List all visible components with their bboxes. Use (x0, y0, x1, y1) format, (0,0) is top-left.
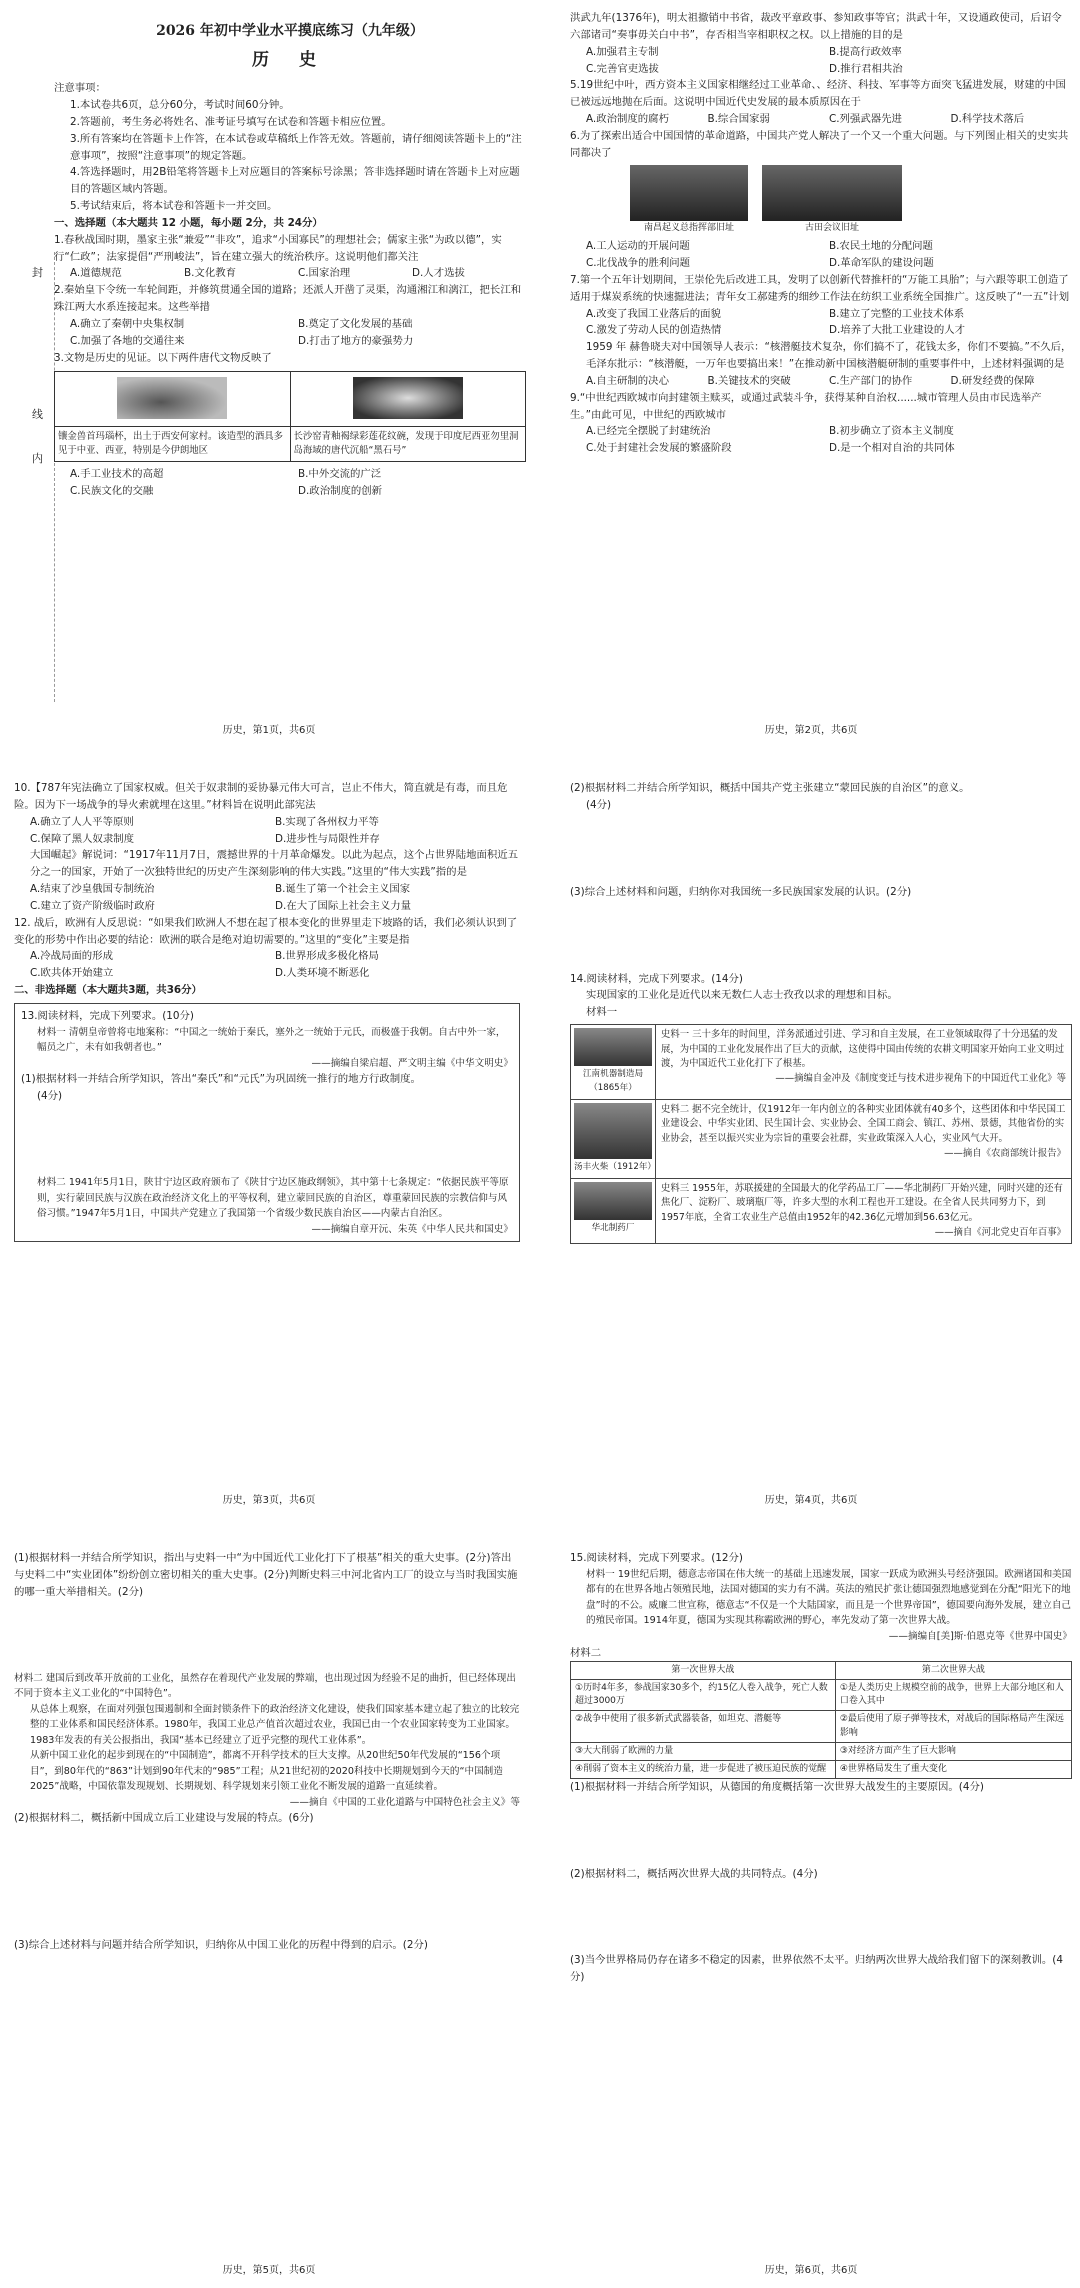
page-footer: 历史，第4页，共6页 (764, 1494, 858, 1506)
option: A.结束了沙皇俄国专制统治 (30, 883, 155, 896)
option: D.打击了地方的豪强势力 (298, 334, 414, 347)
material-2: 材料二 1941年5月1日，陕甘宁边区政府颁布了《陕甘宁边区施政纲领》，其中第十七条规定：“依据民族平等原则，实行蒙回民族与汉族在政治经济文化上的平等权利，建立蒙回民族的自治区，尊重蒙回民族的宗教信仰与风俗习惯。”1947年5月1日，中国共产党建立了我国第一个省级少数民族自治区——内蒙古自治区。 (37, 1177, 509, 1220)
material-text (656, 1100, 1071, 1178)
option: B.奠定了文化发展的基础 (298, 318, 413, 331)
pharma-factory-photo (574, 1182, 652, 1220)
exam-page-3 (4, 772, 534, 1517)
source-1: 史料一 三十多年的时间里，洋务派通过引进、学习和自主发展，在工业领域取得了十分迅猛的发展，为中国的工业化发展作出了巨大的贡献，这使得中国由传统的农耕文明国家开始向工业文明过渡，为中国近代工业化打下了根基。 (661, 1029, 1065, 1070)
material-image (571, 1025, 656, 1099)
question-1: 1.春秋战国时期，墨家主张“兼爱”“非攻”，追求“小国寡民”的理想社会；儒家主张“为政以德”，实行“仁政”；法家提倡“严刑峻法”，旨在建立强大的统治秩序。这说明他们都关注 (54, 233, 502, 263)
exam-page-4 (546, 772, 1076, 1517)
question-15-2: (2)根据材料二，概括两次世界大战的共同特点。(4分) (570, 1867, 818, 1880)
option: B.世界形成多极化格局 (275, 950, 379, 963)
option: A.已经完全摆脱了封建统治 (586, 425, 711, 438)
page-footer: 历史，第1页，共6页 (222, 724, 316, 736)
options-q1 (54, 265, 526, 282)
option: A.加强君主专制 (586, 45, 659, 58)
table-header: 第一次世界大战 (571, 1662, 836, 1680)
option: C.处于封建社会发展的繁盛阶段 (586, 442, 732, 455)
table-header: 第二次世界大战 (835, 1662, 1071, 1680)
material-text (656, 1025, 1071, 1099)
exam-page-1 (4, 2, 534, 747)
side-mark-seal: 封 (32, 266, 43, 279)
option: C.列强武器先进 (829, 113, 902, 126)
question-14: 14.阅读材料，完成下列要求。(14分) (570, 972, 743, 985)
option: C.民族文化的交融 (70, 484, 154, 497)
material-2-para: 从总体上观察，在面对列强包围遏制和全面封锁条件下的政治经济文化建设，使我们国家基本建立起了独立的比较完整的工业体系和国民经济体系。1980年，我国工业总产值首次超过农业，我国已由一个农业国家转变为工业国家。1983年发表的有关公报指出，我国“基本已经建立了近乎完整的现代工业体系”。 (30, 1703, 520, 1746)
question-13: 13.阅读材料，完成下列要求。(10分) (21, 1009, 194, 1022)
material-1-label: 材料一 (586, 1006, 618, 1019)
table-cell: ②最后使用了原子弹等技术，对战后的国际格局产生深远影响 (835, 1711, 1071, 1742)
source-2: 史料二 据不完全统计，仅1912年一年内创立的各种实业团体就有40多个，这些团体和中华民国工业建设会、中华实业团、民生国计会、实业协会、全国工商会、镇江、苏州、景德，其他省份的实业协会，甚至以振兴实业为宗旨的重要会社群，实业政策深入人心，实业风气大开。 (661, 1103, 1066, 1145)
options-q5 (570, 111, 1072, 128)
page-footer: 历史，第5页，共6页 (222, 2264, 316, 2276)
options-q11 (14, 881, 520, 915)
source-ref: ——摘自《农商部统计报告》 (944, 1147, 1066, 1159)
table-row (571, 1742, 1072, 1760)
option: A.冷战局面的形成 (30, 950, 113, 963)
notice-title: 注意事项： (54, 82, 106, 95)
material-source: ——摘编自[美]斯·伯恩克等《世界中国史》 (888, 1630, 1072, 1642)
exam-subject: 历 史 (252, 49, 328, 70)
material-row (571, 1025, 1071, 1100)
war-comparison-table (570, 1661, 1072, 1778)
material-2-para: 从新中国工业化的起步到现在的“中国制造”，都离不开科学技术的巨大支撑。从20世纪50年代发展的“156个项目”，到80年代的“863”计划到90年代末的“985”工程；从21世纪初的2020科技中长期规划到今天的“中国制造2025”战略，中国依靠发现规划、长期规划、科学规划来引领工业化不断发展的道路一直延续着。 (30, 1750, 503, 1793)
question-3: 3.文物是历史的见证。以下两件唐代文物反映了 (54, 351, 272, 364)
side-mark-line: 线 (32, 408, 43, 421)
material-1: 材料一 清朝皇帝曾将屯地案称：“中国之一统始于秦氏，塞外之一统始于元氏，而极盛于我朝。自古中外一家，幅员之广，未有如我朝者也。” (37, 1026, 506, 1054)
image-caption: 汤丰火柴（1912年） (574, 1161, 657, 1172)
question-13-2: (2)根据材料二并结合所学知识，概括中国共产党主张建立“蒙回民族的自治区”的意义。 (570, 782, 970, 794)
exam-page-2 (546, 2, 1076, 747)
notice-item: 1.本试卷共6页，总分60分，考试时间60分钟。 (70, 99, 290, 112)
option: C.激发了劳动人民的创造热情 (586, 324, 722, 337)
option: B.建立了完整的工业技术体系 (829, 307, 965, 320)
option: B.文化教育 (184, 267, 236, 280)
question-14-1: (1)根据材料一并结合所学知识，指出与史料一中“为中国近代工业化打下了根基”相关的重大史事。(2分)答出与史料二中“实业团体”纷纷创立密切相关的重大史事。(2分)判断史料三中河北省内工厂的设立与当时我国实施的哪一重大举措相关。(2分) (14, 1552, 518, 1598)
photo-caption: 古田会议旧址 (804, 222, 859, 233)
material-source: ——摘编自梁启超、严文明主编《中华文明史》 (311, 1057, 513, 1069)
match-factory-photo (574, 1103, 652, 1159)
option: D.进步性与局限性并存 (275, 832, 380, 845)
image-caption: 江南机器制造局（1865年） (582, 1069, 644, 1093)
exam-title: 2026 年初中学业水平摸底练习（九年级） (156, 23, 424, 39)
material-2-para: 建国后到改革开放前的工业化，虽然存在着现代产业发展的弊端，也出现过因为经验不足的曲折，但已经体现出不同于资本主义工业化的“中国特色”。 (14, 1672, 516, 1700)
table-cell: ③对经济方面产生了巨大影响 (835, 1742, 1071, 1760)
option: C.保障了黑人奴隶制度 (30, 832, 135, 845)
options-q8 (570, 373, 1072, 390)
artifact-caption-2: 长沙窑青釉褐绿彩莲花纹碗，发现于印度尼西亚勿里洞岛海域的唐代沉船“黑石号” (290, 426, 526, 461)
option: B.提高行政效率 (829, 45, 902, 58)
agate-cup-image (117, 377, 227, 419)
question-9: 9.“中世纪西欧城市向封建领主赎买，或通过武装斗争，获得某种自治权......城市管理人员由市民选举产生。”由此可见，中世纪的西欧城市 (570, 391, 1042, 421)
side-mark-inner: 内 (32, 452, 43, 465)
option: B.中外交流的广泛 (298, 467, 382, 480)
material-1: 材料一 19世纪后期，德意志帝国在伟大统一的基础上迅速发展，国家一跃成为欧洲头号经济强国。欧洲诸国和美国都有的在世界各地占领殖民地，法国对德国的实力有不满。英法的殖民扩张让德国强烈地感觉到在分配“阳光下的地盘”时的不公。威廉二世宣称，德意志“不仅是一个大陆国家，而且是一个世界帝国”，德国要向海外发展，建立自己的殖民帝国。1914年夏，德国为实现其称霸欧洲的野心，率先发动了第一次世界大战。 (586, 1568, 1072, 1627)
option: B.关键技术的突破 (707, 374, 791, 387)
option: B.诞生了第一个社会主义国家 (275, 883, 411, 896)
table-cell: ②战争中使用了很多新式武器装备，如坦克、潜艇等 (571, 1711, 836, 1742)
table-cell: ③大大削弱了欧洲的力量 (571, 1742, 836, 1760)
material-source: ——摘编自章开沅、朱英《中华人民共和国史》 (311, 1223, 513, 1235)
option: D.推行君相共治 (829, 62, 903, 75)
gutian-photo (762, 165, 902, 221)
table-row (571, 1711, 1072, 1742)
question-10: 10.【787年宪法确立了国家权威。但关于奴隶制的妥协暴元伟大可言，岂止不伟大，简直就是有毒，而且危险。因为下一场战争的导火索就埋在这里。”材料旨在说明此部宪法 (14, 782, 508, 811)
porcelain-bowl-image (353, 377, 463, 419)
table-cell: ①是人类历史上规模空前的战争，世界上大部分地区和人口卷入其中 (835, 1680, 1071, 1711)
option: A.确立了人人平等原则 (30, 815, 134, 828)
option: D.革命军队的建设问题 (829, 257, 934, 270)
options-q10 (14, 814, 520, 848)
options-q3 (54, 466, 526, 500)
question-15-3: (3)当今世界格局仍存在诸多不稳定的因素，世界依然不太平。归纳两次世界大战给我们留下的深刻教训。(4分) (570, 1954, 1063, 1984)
source-ref: ——摘自《河北党史百年百事》 (934, 1226, 1066, 1238)
material-text (656, 1179, 1071, 1243)
option: A.手工业技术的高超 (70, 467, 164, 480)
question-6: 6.为了探索出适合中国国情的革命道路，中国共产党人解决了一个又一个重大问题。与下列图止相关的史实共同都决了 (570, 129, 1069, 159)
question-15-1: (1)根据材料一并结合所学知识，从德国的角度概括第一次世界大战发生的主要原因。(4分) (570, 1780, 984, 1793)
exam-page-6 (546, 1542, 1076, 2287)
option: C.完善官吏选拔 (586, 62, 659, 75)
question-2: 2.秦始皇下令统一车轮间距，并修筑贯通全国的道路；还派人开凿了灵渠，沟通湘江和漓江，把长江和珠江两大水系连接起来。这些举措 (54, 284, 522, 314)
material-2-label: 材料二 (14, 1672, 43, 1684)
option: D.人类环境不断恶化 (275, 967, 370, 980)
artifact-table (54, 371, 526, 462)
material-2-label: 材料二 (570, 1646, 602, 1659)
options-q2 (54, 316, 526, 350)
photo-gutian (762, 165, 902, 236)
option: C.生产部门的协作 (829, 374, 913, 387)
option: A.确立了秦朝中央集权制 (70, 318, 185, 331)
options-q6 (570, 238, 1072, 272)
photo-row (570, 165, 1072, 236)
material-source: ——摘自《中国的工业化道路与中国特色社会主义》等 (289, 1796, 520, 1808)
question-11: 大国崛起》解说词：“1917年11月7日，震撼世界的十月革命爆发。以此为起点，这个占世界陆地面积近五分之一的国家，开始了一次独特世纪的历史产生深刻影响的伟大实践。”这里的“伟大实践”指的是 (30, 849, 519, 879)
score: (4分) (37, 1090, 63, 1103)
option: D.培养了大批工业建设的人才 (829, 324, 965, 337)
option: D.人才选拔 (412, 267, 465, 280)
question-14-3: (3)综合上述材料与问题并结合所学知识，归纳你从中国工业化的历程中得到的启示。(2分) (14, 1939, 428, 1952)
options-q4 (570, 44, 1072, 78)
table-cell: ④世界格局发生了重大变化 (835, 1760, 1071, 1778)
page-footer: 历史，第2页，共6页 (764, 724, 858, 736)
question-13-3: (3)综合上述材料和问题，归纳你对我国统一多民族国家发展的认识。(2分) (570, 885, 912, 898)
source-3: 史料三 1955年，苏联援建的全国最大的化学药品工厂——华北制药厂开始兴建，同时兴建的还有焦化厂、淀粉厂、玻璃瓶厂等，许多大型的水利工程也开工建设。在全省人民共同努力下，到1957年底，全省工农业生产总值由1952年的42.36亿元增加到56.63亿元。 (661, 1182, 1063, 1223)
option: D.科学技术落后 (950, 113, 1025, 126)
option: B.实现了各州权力平等 (275, 815, 379, 828)
option: A.自主研制的决心 (586, 374, 669, 387)
question-13-box (14, 1003, 520, 1242)
option: A.政治制度的腐朽 (586, 113, 669, 126)
material-image (571, 1179, 656, 1243)
option: C.加强了各地的交通往来 (70, 334, 185, 347)
question-4: 洪武九年(1376年)，明太祖撤销中书省，裁改平章政事、参知政事等官；洪武十年，又设通政使司，后诏令六部诸司“奏事毋关白中书”，存否相当宰相职权之权。以上措施的目的是 (570, 12, 1062, 41)
option: A.工人运动的开展问题 (586, 240, 690, 253)
section-heading: 一、选择题（本大题共 12 小题，每小题 2分，共 24分） (54, 216, 323, 229)
notice-item: 4.答选择题时，用2B铅笔将答题卡上对应题目的答案标号涂黑；答非选择题时请在答题卡上对应题目的答题区域内答题。 (70, 166, 520, 196)
option: B.农民土地的分配问题 (829, 240, 933, 253)
option: D.在大了国际上社会主义力量 (275, 899, 411, 912)
notice-item: 2.答题前，考生务必将姓名、准考证号填写在试卷和答题卡相应位置。 (70, 115, 392, 128)
photo-caption: 南昌起义总指挥部旧址 (643, 222, 734, 233)
option: C.建立了资产阶级临时政府 (30, 899, 155, 912)
material-image (571, 1100, 656, 1178)
material-2 (14, 1671, 520, 1702)
option: C.北伐战争的胜利问题 (586, 257, 691, 270)
material-row (571, 1179, 1071, 1243)
question-8: 1959 年 赫鲁晓夫对中国领导人表示：“核潜艇技术复杂，你们搞不了，花钱太多，你们不要搞。”不久后，毛泽东批示：“核潜艇，一万年也要搞出来！”在推动新中国核潜艇研制的重要事件中，上述材料强调的是 (586, 341, 1072, 371)
table-cell: ④削弱了资本主义的统治力量，进一步促进了被压迫民族的觉醒 (571, 1760, 836, 1778)
option: B.综合国家弱 (707, 113, 770, 126)
page-footer: 历史，第3页，共6页 (222, 1494, 316, 1506)
nanchang-photo (630, 165, 748, 221)
question-12: 12. 战后，欧洲有人反思说：“如果我们欧洲人不想在起了根本变化的世界里走下坡路的话，我们必须认识到了变化的形势中作出必要的结论：欧洲的联合是绝对迫切需要的。”这里的“变化”主要是指 (14, 916, 518, 946)
page-footer: 历史，第6页，共6页 (764, 2264, 858, 2276)
table-row (571, 1680, 1072, 1711)
question-7: 7.第一个五年计划期间，王崇伦先后改进工具，发明了以创新代替推杆的“万能工具胎”；与六跟等职工创造了适用于煤炭系统的快速掘进法；青年女工郝建秀的细纱工作法在纺织工业系统全国推广。这反映了“一五”计划 (570, 273, 1070, 303)
question-15: 15.阅读材料，完成下列要求。(12分) (570, 1552, 743, 1564)
material-table (570, 1024, 1072, 1244)
exam-page-5 (4, 1542, 534, 2287)
question-14-2: (2)根据材料二，概括新中国成立后工业建设与发展的特点。(6分) (14, 1812, 314, 1825)
material-row (571, 1100, 1071, 1179)
question-13-1: (1)根据材料一并结合所学知识，答出“秦氏”和“元氏”为巩固统一推行的地方行政制度。 (21, 1073, 421, 1086)
table-cell: ①历时4年多，参战国家30多个，约15亿人卷入战争，死亡人数超过3000万 (571, 1680, 836, 1711)
option: B.初步确立了资本主义制度 (829, 425, 954, 438)
question-14-lead: 实现国家的工业化是近代以来无数仁人志士孜孜以求的理想和目标。 (586, 989, 898, 1002)
option: D.是一个相对自治的共同体 (829, 442, 955, 455)
question-5: 5.19世纪中叶，西方资本主义国家相继经过工业革命、、经济、科技、军事等方面突飞猛进发展，财建的中国已被远远地抛在后面。这说明中国近代史发展的最本质原因在于 (570, 79, 1066, 109)
photo-nanchang (630, 165, 748, 236)
option: A.道德规范 (70, 267, 122, 280)
options-q9 (570, 423, 1072, 457)
options-q12 (14, 948, 520, 982)
option: D.研发经费的保障 (950, 374, 1035, 387)
option: A.改变了我国工业落后的面貌 (586, 307, 721, 320)
image-caption: 华北制药厂 (591, 1222, 635, 1233)
score: (4分) (586, 798, 612, 811)
table-row (571, 1760, 1072, 1778)
options-q7 (570, 306, 1072, 340)
notice-item: 5.考试结束后，将本试卷和答题卡一并交回。 (70, 200, 278, 213)
jiangnan-arsenal-photo (574, 1028, 652, 1066)
option: D.政治制度的创新 (298, 484, 383, 497)
option: C.国家治理 (298, 267, 351, 280)
source-ref: ——摘编自金冲及《制度变迁与技术进步视角下的中国近代工业化》等 (775, 1072, 1066, 1084)
artifact-caption-1: 镶金兽首玛瑙杯，出土于西安何家村。该造型的酒具多见于中亚、西亚，特别是今伊朗地区 (55, 426, 291, 461)
section-heading: 二、非选择题（本大题共3题，共36分） (14, 984, 202, 997)
notice-item: 3.所有答案均在答题卡上作答，在本试卷或草稿纸上作答无效。答题前，请仔细阅读答题卡上的“注意事项”，按照“注意事项”的规定答题。 (70, 132, 522, 162)
option: C.欧共体开始建立 (30, 967, 114, 980)
